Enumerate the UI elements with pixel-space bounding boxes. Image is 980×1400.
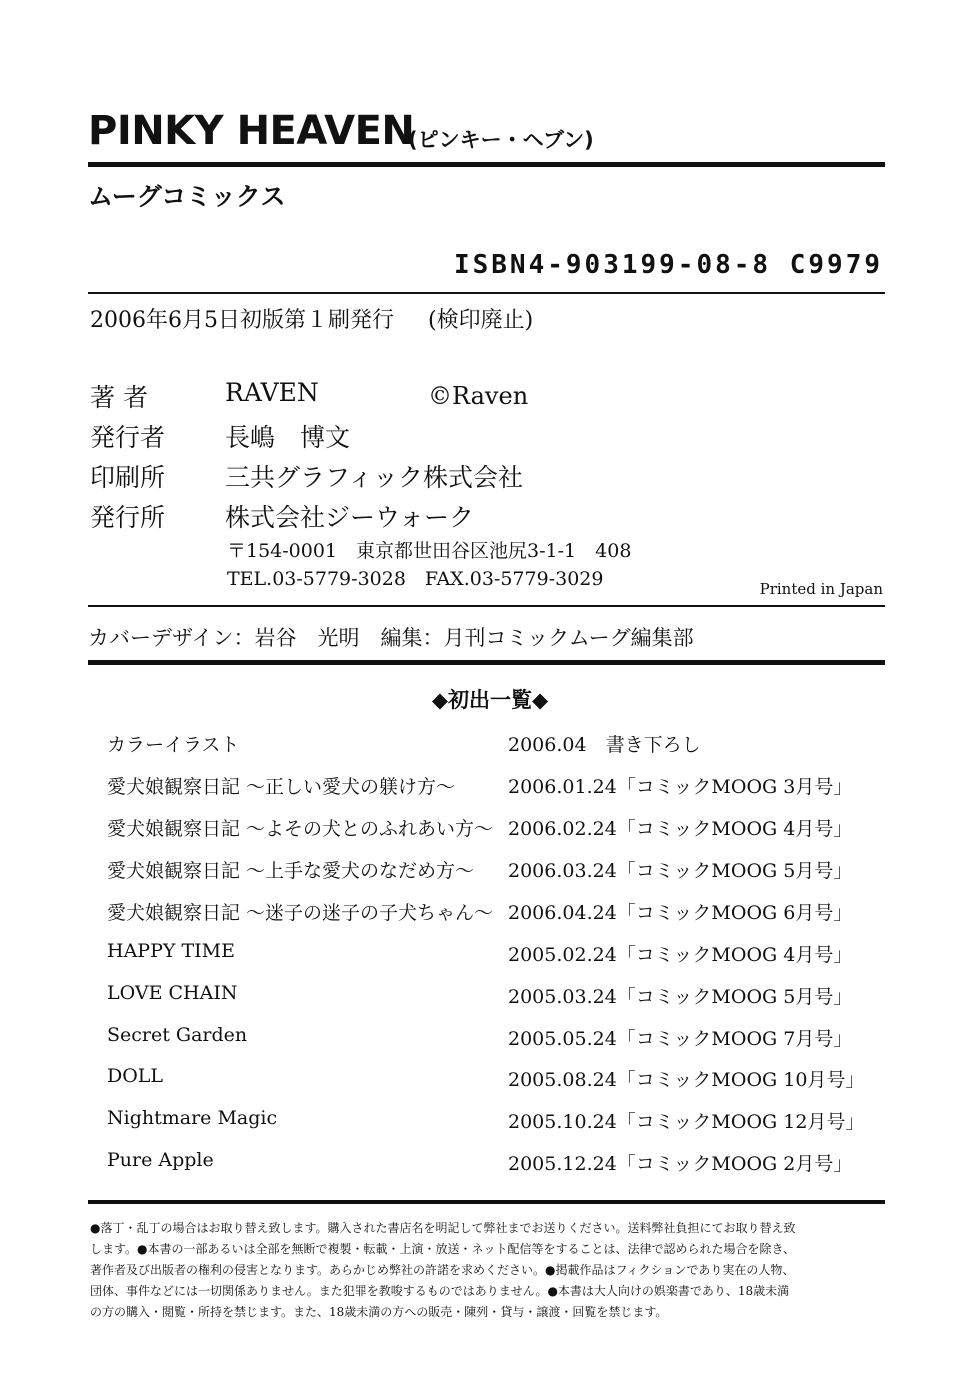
- notice-line: 著作者及び出版者の権利の侵害となります。あらかじめ弊社の許諾を求めください。●掲載作品はフィクションであり実在の人物、: [90, 1263, 795, 1277]
- list-item-source: 2005.08.24「コミックMOOG 10月号」: [508, 1069, 865, 1091]
- list-item-source: 2006.04.24「コミックMOOG 6月号」: [508, 902, 853, 924]
- list-item-source: 2006.01.24「コミックMOOG 3月号」: [508, 776, 853, 798]
- list-item-source: 2005.12.24「コミックMOOG 2月号」: [508, 1153, 853, 1175]
- list-item-source: 2006.04 書き下ろし: [508, 734, 701, 756]
- publisher-person-label: 発行者: [90, 423, 166, 452]
- printed-in-japan: Printed in Japan: [759, 580, 883, 598]
- notice-line: ●落丁・乱丁の場合はお取り替え致します。購入された書店名を明記して弊社までお送りください。送料弊社負担にてお取り替え致: [90, 1221, 796, 1235]
- publisher-label: 発行所: [90, 503, 166, 532]
- isbn-rule: [88, 292, 885, 294]
- first-appearance-heading: ◆初出一覧◆: [431, 687, 549, 712]
- title-rule: [88, 162, 885, 167]
- publisher-name: 株式会社ジーウォーク: [225, 503, 475, 532]
- cover-edit-credits: カバーデザイン：岩谷 光明 編集：月刊コミックムーグ編集部: [88, 626, 694, 650]
- list-item-source: 2005.03.24「コミックMOOG 5月号」: [508, 986, 853, 1008]
- author-name: RAVEN: [225, 378, 319, 407]
- list-top-rule: [88, 660, 885, 665]
- author-label: 著 者: [90, 383, 148, 412]
- credits-rule: [88, 605, 885, 607]
- list-item-title: 愛犬娘観察日記 ～上手な愛犬のなだめ方～: [107, 860, 475, 882]
- legal-notice: [90, 1218, 890, 1323]
- list-item-source: 2006.02.24「コミックMOOG 4月号」: [508, 818, 853, 840]
- list-item-title: HAPPY TIME: [107, 940, 235, 962]
- list-item-title: Nightmare Magic: [107, 1107, 278, 1129]
- list-item-title: Pure Apple: [107, 1149, 214, 1171]
- list-item-title: カラーイラスト: [107, 734, 240, 756]
- list-item-title: 愛犬娘観察日記 ～迷子の迷子の子犬ちゃん～: [107, 902, 494, 924]
- publisher-address: 〒154-0001 東京都世田谷区池尻3-1-1 408: [227, 540, 632, 562]
- list-item-title: LOVE CHAIN: [107, 982, 238, 1004]
- list-item-title: DOLL: [107, 1065, 164, 1087]
- list-item-source: 2005.10.24「コミックMOOG 12月号」: [508, 1111, 865, 1133]
- publish-date: 2006年6月5日初版第１刷発行: [90, 308, 394, 333]
- notice-line: の方の購入・閲覧・所持を禁じます。また、18歳未満の方への販売・陳列・貸与・譲渡・回覧を禁じます。: [90, 1305, 668, 1319]
- list-item-title: Secret Garden: [107, 1024, 248, 1046]
- isbn-code: ISBN4-903199-08-8 C9979: [453, 250, 883, 280]
- publisher-person: 長嶋 博文: [225, 423, 351, 452]
- series-label: ムーグコミックス: [88, 182, 286, 211]
- printer-label: 印刷所: [90, 463, 166, 492]
- book-title-kana: (ピンキー・ヘブン): [408, 128, 594, 152]
- publisher-phone-fax: TEL.03-5779-3028 FAX.03-5779-3029: [227, 568, 604, 590]
- notice-line: 団体、事件などには一切関係ありません。また犯罪を教唆するものではありません。●本書は大人向けの娯楽書であり、18歳未満: [90, 1284, 790, 1298]
- notice-rule: [88, 1200, 885, 1204]
- book-title: PINKY HEAVEN: [88, 108, 415, 154]
- list-item-title: 愛犬娘観察日記 ～よその犬とのふれあい方～: [107, 818, 494, 840]
- list-item-source: 2005.05.24「コミックMOOG 7月号」: [508, 1028, 853, 1050]
- printer-name: 三共グラフィック株式会社: [225, 463, 524, 492]
- seal-note: (検印廃止): [428, 308, 534, 333]
- list-item-title: 愛犬娘観察日記 ～正しい愛犬の躾け方～: [107, 776, 456, 798]
- list-item-source: 2005.02.24「コミックMOOG 4月号」: [508, 944, 853, 966]
- notice-line: します。●本書の一部あるいは全部を無断で複製・転載・上演・放送・ネット配信等をすることは、法律で認められた場合を除き、: [90, 1242, 796, 1256]
- copyright: ©Raven: [428, 382, 529, 410]
- list-item-source: 2006.03.24「コミックMOOG 5月号」: [508, 860, 853, 882]
